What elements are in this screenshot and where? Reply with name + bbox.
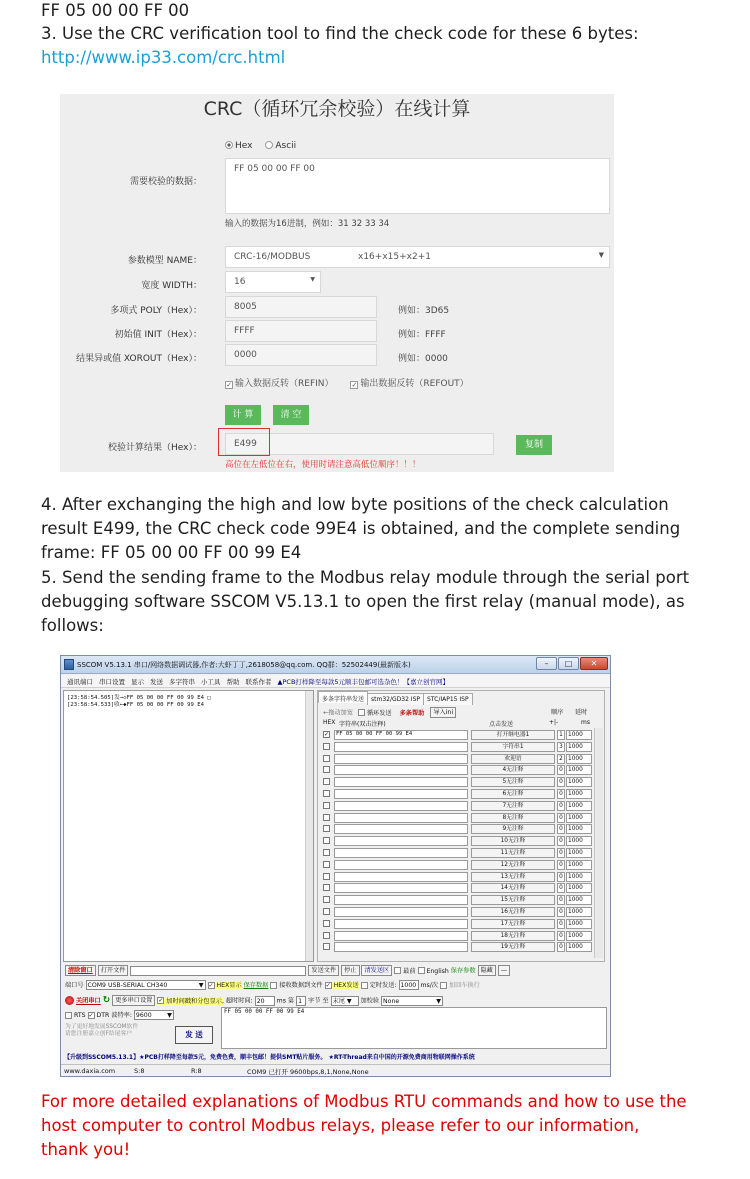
from-byte-input[interactable]: 1 bbox=[296, 996, 306, 1006]
promo-ticker[interactable]: 【升级到SSCOM5.13.1】★PCB打样降至每款5元，免费色费，顺丰包邮！提供SMT贴片服务。 ★RT-Thread来自中国的开源免费商用物联网操作系统 bbox=[64, 1054, 475, 1061]
row-hex-checkbox[interactable] bbox=[323, 743, 330, 750]
step4-line2: result E499, the CRC check code 99E4 is obtained, and the complete sending bbox=[41, 519, 681, 538]
tab-multi-string[interactable]: 多条字符串发送 bbox=[318, 691, 368, 703]
menu-item-tools[interactable]: 小工具 bbox=[201, 678, 221, 686]
row-hex-checkbox[interactable] bbox=[323, 932, 330, 939]
menu-item-display[interactable]: 显示 bbox=[131, 678, 144, 686]
row-send-button[interactable]: 4无注释 bbox=[471, 765, 555, 775]
window-title: SSCOM V5.13.1 串口/网络数据调试器,作者:大虾丁丁,2618058@qq.com. QQ群：52502449(最新版本) bbox=[77, 661, 411, 669]
multi-string-panel bbox=[317, 690, 605, 962]
timeout-label: 超时时间: bbox=[225, 997, 253, 1005]
row-hex-checkbox[interactable] bbox=[323, 755, 330, 762]
checksum-select[interactable]: None ▼ bbox=[383, 997, 442, 1005]
order-label: 顺序 bbox=[551, 709, 564, 716]
menu-bar bbox=[61, 675, 610, 688]
row-send-button[interactable]: 12无注释 bbox=[471, 860, 555, 870]
row-order-input[interactable]: 0 bbox=[557, 813, 565, 823]
row-send-button[interactable]: 欢迎语 bbox=[471, 754, 555, 764]
click-send-label: 点击发送 bbox=[489, 721, 514, 728]
xorout-label: 结果异或值 XOROUT（Hex）： bbox=[76, 354, 202, 364]
row-delay-input[interactable]: 1000 bbox=[566, 895, 592, 905]
row-send-button[interactable]: 7无注释 bbox=[471, 801, 555, 811]
string-row bbox=[323, 918, 601, 930]
tab-stm32-isp[interactable]: stm32/GD32 ISP bbox=[367, 693, 424, 705]
string-row bbox=[323, 800, 601, 812]
status-port: COM9 已打开 9600bps,8,1,None,None bbox=[247, 1068, 369, 1076]
crc-tool-link[interactable]: http://www.ip33.com/crc.html bbox=[41, 48, 286, 67]
maximize-icon[interactable]: □ bbox=[558, 657, 579, 670]
row-delay-input[interactable]: 1000 bbox=[566, 883, 592, 893]
file-path-input[interactable] bbox=[130, 966, 306, 976]
row-order-input[interactable]: 0 bbox=[557, 907, 565, 917]
row-send-button[interactable]: 6无注释 bbox=[471, 789, 555, 799]
row-delay-input[interactable]: 1000 bbox=[566, 836, 592, 846]
data-textarea[interactable]: FF 05 00 00 FF 00 bbox=[225, 158, 610, 214]
copy-button[interactable]: 复制 bbox=[516, 435, 552, 455]
english-checkbox[interactable]: English bbox=[418, 968, 449, 975]
collapse-button[interactable]: — bbox=[498, 965, 510, 976]
checksum-label: 加校验 bbox=[360, 997, 380, 1005]
row-hex-checkbox[interactable] bbox=[323, 849, 330, 856]
closing-line2: host computer to control Modbus relays, please refer to our information, bbox=[41, 1116, 640, 1135]
receive-line-sent: [23:58:54.505]发→◇FF 05 00 00 FF 00 99 E4 □ bbox=[67, 695, 211, 701]
model-label: 参数模型 NAME： bbox=[127, 256, 202, 266]
row-hex-checkbox[interactable] bbox=[323, 896, 330, 903]
tab-stc-isp[interactable]: STC/IAP15 ISP bbox=[423, 693, 473, 705]
row-send-button[interactable]: 5无注释 bbox=[471, 777, 555, 787]
save-data-link[interactable]: 保存数据 bbox=[243, 982, 269, 989]
timeout-input[interactable]: 20 bbox=[255, 996, 275, 1006]
byte-order-warning: 高位在左低位在右，使用时请注意高低位顺序！！！ bbox=[225, 460, 421, 470]
refresh-icon[interactable]: ↻ bbox=[102, 995, 111, 1006]
row-hex-checkbox[interactable] bbox=[323, 908, 330, 915]
menu-item-help[interactable]: 帮助 bbox=[226, 678, 240, 686]
data-label: 需要校验的数据： bbox=[129, 177, 202, 187]
row-order-input[interactable]: 0 bbox=[557, 848, 565, 858]
row-delay-input[interactable]: 1000 bbox=[566, 860, 592, 870]
controls-line-2 bbox=[65, 980, 607, 990]
refout-checkbox[interactable]: ✓ 输出数据反转（REFOUT） bbox=[351, 379, 469, 389]
init-label: 初始值 INIT（Hex）： bbox=[114, 330, 202, 340]
chevron-down-icon: ▼ bbox=[436, 997, 442, 1005]
app-icon bbox=[64, 659, 74, 670]
status-received: R:8 bbox=[191, 1067, 202, 1075]
multi-help-link[interactable]: 多条帮助 bbox=[399, 709, 425, 717]
row-hex-checkbox[interactable] bbox=[323, 802, 330, 809]
row-string-input[interactable] bbox=[334, 777, 468, 787]
row-hex-checkbox[interactable] bbox=[323, 778, 330, 785]
row-string-input[interactable] bbox=[334, 931, 468, 941]
register-note: 为了更好地发展SSCOM软件 请您注册嘉立创F结尾客户 bbox=[65, 1024, 139, 1037]
row-order-input[interactable]: 0 bbox=[557, 919, 565, 929]
multi-string-header bbox=[323, 719, 601, 729]
string-row bbox=[323, 753, 601, 765]
string-row bbox=[323, 847, 601, 859]
result-label: 校验计算结果（Hex）： bbox=[108, 443, 202, 453]
string-row bbox=[323, 906, 601, 918]
row-order-input[interactable]: 0 bbox=[557, 777, 565, 787]
row-send-button[interactable]: 13无注释 bbox=[471, 872, 555, 882]
row-delay-input[interactable]: 1000 bbox=[566, 765, 592, 775]
delay-label: 延时 bbox=[575, 709, 588, 716]
menu-item-promo[interactable]: ▲PCB打样降至每款5元顺丰包邮可选杂色！【嘉立创官网】 bbox=[277, 678, 450, 686]
step4-line1: 4. After exchanging the high and low byte positions of the check calculation bbox=[41, 495, 669, 514]
expand-button[interactable]: 隐藏 bbox=[478, 965, 496, 976]
menu-item-port[interactable]: 通讯端口 bbox=[67, 678, 93, 686]
receive-area[interactable] bbox=[63, 690, 314, 962]
controls-line-4 bbox=[65, 1010, 225, 1020]
row-string-input[interactable] bbox=[334, 860, 468, 870]
row-send-button[interactable]: 打开继电器1 bbox=[471, 730, 555, 740]
chevron-down-icon: ▼ bbox=[198, 982, 204, 989]
step5-line3: follows: bbox=[41, 616, 104, 635]
row-hex-checkbox[interactable] bbox=[323, 837, 330, 844]
status-bar bbox=[61, 1064, 610, 1076]
receive-line-received: [23:58:54.533]收←◆FF 05 00 00 FF 00 99 E4 bbox=[67, 702, 204, 708]
clear-button[interactable]: 清 空 bbox=[273, 405, 309, 425]
row-string-input[interactable] bbox=[334, 895, 468, 905]
row-hex-checkbox[interactable] bbox=[323, 884, 330, 891]
row-send-button[interactable]: 19无注释 bbox=[471, 942, 555, 952]
row-string-input[interactable] bbox=[334, 824, 468, 834]
row-send-button[interactable]: 11无注释 bbox=[471, 848, 555, 858]
row-send-button[interactable]: 16无注释 bbox=[471, 907, 555, 917]
row-order-input[interactable]: 0 bbox=[557, 931, 565, 941]
poly-field[interactable]: 8005 bbox=[225, 296, 377, 318]
row-delay-input[interactable]: 1000 bbox=[566, 931, 592, 941]
init-example: 例如：FFFF bbox=[398, 330, 446, 340]
row-send-button[interactable]: 10无注释 bbox=[471, 836, 555, 846]
row-hex-checkbox[interactable] bbox=[323, 766, 330, 773]
string-row bbox=[323, 788, 601, 800]
row-order-input[interactable]: 0 bbox=[557, 895, 565, 905]
chevron-down-icon: ▼ bbox=[598, 251, 604, 259]
timed-send-checkbox[interactable]: 定时发送: bbox=[361, 982, 397, 989]
width-label: 宽度 WIDTH： bbox=[141, 281, 202, 291]
row-hex-checkbox[interactable] bbox=[323, 943, 330, 950]
string-row bbox=[323, 764, 601, 776]
row-hex-checkbox[interactable]: ✓ bbox=[324, 731, 330, 738]
recv-to-file-checkbox[interactable]: 接收数据到文件 bbox=[270, 982, 322, 989]
poly-label: 多项式 POLY（Hex）： bbox=[110, 306, 202, 316]
row-order-input[interactable]: 0 bbox=[557, 765, 565, 775]
string-row bbox=[323, 941, 601, 953]
row-delay-input[interactable]: 1000 bbox=[566, 848, 592, 858]
row-delay-input[interactable]: 1000 bbox=[566, 813, 592, 823]
frame-bytes-line: FF 05 00 00 FF 00 bbox=[41, 1, 190, 20]
receive-scrollbar[interactable] bbox=[305, 691, 313, 961]
string-row bbox=[323, 812, 601, 824]
save-params-link[interactable]: 保存参数 bbox=[450, 967, 476, 975]
hex-radio[interactable]: Hex bbox=[225, 141, 252, 151]
step5-line1: 5. Send the sending frame to the Modbus relay module through the serial port bbox=[41, 568, 690, 587]
row-order-input[interactable]: 0 bbox=[557, 789, 565, 799]
string-row bbox=[323, 894, 601, 906]
row-delay-input[interactable]: 1000 bbox=[566, 754, 592, 764]
sscom-window bbox=[60, 655, 611, 1077]
row-order-input[interactable]: 0 bbox=[557, 836, 565, 846]
end-select[interactable]: 末尾 ▼ bbox=[331, 996, 359, 1006]
calculate-button[interactable]: 计 算 bbox=[225, 405, 261, 425]
send-textarea[interactable]: FF 05 00 00 FF 00 99 E4 bbox=[221, 1007, 607, 1049]
row-delay-input[interactable]: 1000 bbox=[566, 777, 592, 787]
row-string-input[interactable] bbox=[334, 801, 468, 811]
string-column-label: 字符串(双击注释) bbox=[339, 721, 386, 728]
row-delay-input[interactable]: 1000 bbox=[566, 730, 592, 740]
menu-item-send[interactable]: 发送 bbox=[150, 678, 163, 686]
row-order-input[interactable]: 0 bbox=[557, 872, 565, 882]
row-string-input[interactable] bbox=[334, 872, 468, 882]
to-label: 字节 至 bbox=[308, 997, 329, 1005]
data-hint: 输入的数据为16进制，例如：31 32 33 34 bbox=[225, 219, 390, 229]
drag-widen-label[interactable]: ←拖动加宽 bbox=[323, 709, 353, 717]
front-checkbox[interactable]: 最前 bbox=[394, 968, 415, 975]
row-string-input[interactable] bbox=[334, 848, 468, 858]
row-order-input[interactable]: 3 bbox=[557, 742, 565, 752]
row-send-button[interactable]: 9无注释 bbox=[471, 824, 555, 834]
hex-display-checkbox[interactable]: ✓ HEX显示 bbox=[208, 981, 242, 989]
chevron-down-icon: ▼ bbox=[310, 276, 315, 283]
reflect-options bbox=[225, 376, 469, 389]
status-site: www.daxia.com bbox=[64, 1067, 116, 1075]
row-order-input[interactable]: 1 bbox=[557, 730, 565, 740]
timed-unit-label: ms/次 bbox=[420, 982, 438, 989]
more-settings-button[interactable]: 更多串口设置 bbox=[112, 995, 155, 1006]
menu-item-serial-settings[interactable]: 串口设置 bbox=[99, 678, 125, 686]
timestamp-checkbox[interactable]: ✓ 加时间戳和分包显示, bbox=[158, 997, 224, 1005]
row-string-input[interactable] bbox=[334, 883, 468, 893]
row-delay-input[interactable]: 1000 bbox=[566, 742, 592, 752]
loop-send-checkbox[interactable]: 循环发送 bbox=[358, 710, 392, 717]
clear-window-button[interactable]: 清除窗口 bbox=[65, 965, 96, 976]
plus-minus-label[interactable]: +|- bbox=[549, 719, 559, 726]
row-string-input[interactable] bbox=[334, 789, 468, 799]
stop-button[interactable]: 停止 bbox=[341, 965, 359, 976]
port-status-icon bbox=[65, 996, 74, 1005]
row-string-input[interactable]: FF 05 00 00 FF 00 99 E4 bbox=[334, 730, 468, 740]
row-string-input[interactable] bbox=[334, 907, 468, 917]
rts-checkbox[interactable]: RTS bbox=[65, 1012, 86, 1019]
row-delay-input[interactable]: 1000 bbox=[566, 789, 592, 799]
string-row bbox=[323, 859, 601, 871]
timed-send-input[interactable]: 1000 bbox=[399, 980, 419, 990]
string-row bbox=[323, 776, 601, 788]
init-field[interactable]: FFFF bbox=[225, 320, 377, 342]
row-order-input[interactable]: 0 bbox=[557, 942, 565, 952]
row-send-button[interactable]: 15无注释 bbox=[471, 895, 555, 905]
close-icon[interactable]: ✕ bbox=[580, 657, 608, 670]
minimize-icon[interactable]: – bbox=[536, 657, 557, 670]
row-delay-input[interactable]: 1000 bbox=[566, 907, 592, 917]
step5-line2: debugging software SSCOM V5.13.1 to open the first relay (manual mode), as bbox=[41, 592, 685, 611]
row-string-input[interactable] bbox=[334, 836, 468, 846]
closing-line1: For more detailed explanations of Modbus RTU commands and how to use the bbox=[41, 1092, 687, 1111]
string-row bbox=[323, 835, 601, 847]
dtr-checkbox[interactable]: ✓ DTR bbox=[88, 1011, 110, 1019]
row-send-button[interactable]: 17无注释 bbox=[471, 919, 555, 929]
string-row bbox=[323, 729, 601, 741]
crc-title: CRC（循环冗余校验）在线计算 bbox=[203, 98, 471, 120]
hex-send-checkbox[interactable]: ✓ HEX发送 bbox=[325, 981, 359, 989]
ascii-radio[interactable]: Ascii bbox=[265, 141, 296, 151]
string-row bbox=[323, 882, 601, 894]
menu-item-multi-string[interactable]: 多字符串 bbox=[169, 678, 195, 686]
row-order-input[interactable]: 0 bbox=[557, 860, 565, 870]
width-select[interactable]: 16 ▼ bbox=[225, 271, 321, 293]
row-delay-input[interactable]: 1000 bbox=[566, 872, 592, 882]
add-crlf-checkbox[interactable]: 加回车换行 bbox=[440, 982, 480, 989]
row-string-input[interactable] bbox=[334, 754, 468, 764]
step4-line3: frame: FF 05 00 00 FF 00 99 E4 bbox=[41, 543, 302, 562]
ms-label: ms bbox=[581, 719, 590, 726]
import-ini-button[interactable]: 导入ini bbox=[430, 707, 456, 718]
row-order-input[interactable]: 0 bbox=[557, 883, 565, 893]
string-row bbox=[323, 930, 601, 942]
crc-calculator-panel bbox=[60, 94, 614, 472]
step3-text: 3. Use the CRC verification tool to find the check code for these 6 bytes: bbox=[41, 24, 639, 43]
multi-string-toolbar bbox=[323, 707, 601, 718]
row-send-button[interactable]: 14无注释 bbox=[471, 883, 555, 893]
row-string-input[interactable] bbox=[334, 742, 468, 752]
result-value: E499 bbox=[234, 439, 257, 449]
baud-label: 波特率: bbox=[111, 1012, 132, 1019]
row-string-input[interactable] bbox=[334, 765, 468, 775]
row-send-button[interactable]: 8无注释 bbox=[471, 813, 555, 823]
open-file-button[interactable]: 打开文件 bbox=[98, 965, 129, 976]
refin-checkbox[interactable]: ✓ 输入数据反转（REFIN） bbox=[226, 379, 334, 389]
string-row bbox=[323, 871, 601, 883]
row-hex-checkbox[interactable] bbox=[323, 873, 330, 880]
send-file-button[interactable]: 发送文件 bbox=[308, 965, 339, 976]
clear-send-area-button[interactable]: 清发送区 bbox=[361, 965, 392, 976]
row-delay-input[interactable]: 1000 bbox=[566, 801, 592, 811]
timeout-ms-label: ms bbox=[276, 997, 286, 1005]
from-byte-label: 第 bbox=[287, 997, 295, 1005]
poly-example: 例如：3D65 bbox=[398, 306, 450, 316]
model-select[interactable]: CRC-16/MODBUS x16+x15+x2+1 ▼ bbox=[225, 246, 610, 268]
xorout-field[interactable]: 0000 bbox=[225, 344, 377, 366]
row-send-button[interactable]: 18无注释 bbox=[471, 931, 555, 941]
port-label: 端口号 bbox=[65, 982, 84, 989]
rows-scrollbar[interactable] bbox=[594, 728, 603, 958]
port-select[interactable]: COM9 USB-SERIAL CH340 ▼ bbox=[87, 982, 204, 989]
row-hex-checkbox[interactable] bbox=[323, 825, 330, 832]
controls-line-3 bbox=[65, 995, 607, 1006]
row-hex-checkbox[interactable] bbox=[323, 814, 330, 821]
row-hex-checkbox[interactable] bbox=[323, 861, 330, 868]
row-string-input[interactable] bbox=[334, 942, 468, 952]
row-hex-checkbox[interactable] bbox=[323, 920, 330, 927]
string-row bbox=[323, 741, 601, 753]
row-delay-input[interactable]: 1000 bbox=[566, 824, 592, 834]
row-hex-checkbox[interactable] bbox=[323, 790, 330, 797]
controls-line-1 bbox=[65, 965, 607, 976]
status-sent: S:8 bbox=[134, 1067, 145, 1075]
row-order-input[interactable]: 0 bbox=[557, 801, 565, 811]
row-delay-input[interactable]: 1000 bbox=[566, 942, 592, 952]
row-string-input[interactable] bbox=[334, 919, 468, 929]
result-highlight-box bbox=[218, 428, 270, 456]
encoding-radio-group bbox=[225, 141, 296, 151]
row-send-button[interactable]: 字符串1 bbox=[471, 742, 555, 752]
hex-column-label: HEX bbox=[323, 719, 336, 726]
row-order-input[interactable]: 2 bbox=[557, 754, 565, 764]
panel-tabs bbox=[318, 691, 472, 703]
row-delay-input[interactable]: 1000 bbox=[566, 919, 592, 929]
closing-line3: thank you! bbox=[41, 1140, 131, 1159]
string-row bbox=[323, 823, 601, 835]
xorout-example: 例如：0000 bbox=[398, 354, 448, 364]
baud-select[interactable]: 9600 ▼ bbox=[135, 1012, 172, 1019]
menu-item-contact[interactable]: 联系作者 bbox=[245, 678, 272, 686]
window-titlebar bbox=[61, 656, 610, 674]
row-order-input[interactable]: 0 bbox=[557, 824, 565, 834]
row-string-input[interactable] bbox=[334, 813, 468, 823]
send-button[interactable]: 发 送 bbox=[175, 1026, 213, 1044]
close-port-button[interactable]: 关闭串口 bbox=[75, 997, 101, 1005]
